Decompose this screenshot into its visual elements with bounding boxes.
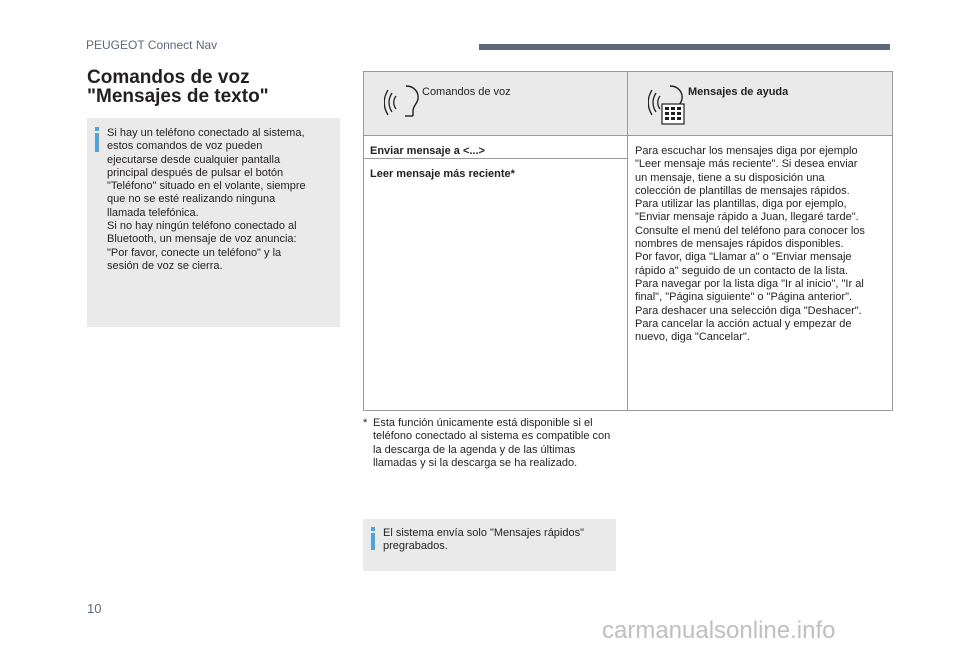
footnote-marker: * [363, 417, 368, 429]
voice-help-keypad-icon [648, 82, 688, 126]
voice-commands-table [363, 71, 893, 411]
page-number: 10 [87, 601, 102, 616]
column-header-voice-commands: Comandos de voz [422, 86, 511, 98]
help-messages-text: Para escuchar los mensajes diga por ejemplo "Leer mensaje más reciente". Si desea enviar un mensaje, tiene a su disposición una colección de plantillas de mensajes rápidos. Para utilizar las plantillas, diga por ejemplo, "Enviar mensaje rápido a Juan, llegaré tarde". Consulte el menú del teléfono para conocer los nombres de mensajes rápidos disponibles. Por favor, diga "Llamar a" o "Enviar mensaje rápido a" seguido de un contacto de la lista. Para navegar por la lista diga "Ir al inicio", "Ir al final", "Página siguiente" o "Página anterior". Para deshacer una selección diga "Deshacer". Para cancelar la acción actual y empezar de nuevo, diga "Cancelar". [635, 145, 865, 344]
command-cell [364, 159, 628, 411]
command-read-latest-message: Leer mensaje más reciente* [370, 168, 515, 180]
command-cell [364, 136, 628, 159]
watermark: carmanualsonline.info [602, 617, 836, 644]
info-box-text: El sistema envía solo "Mensajes rápidos" pregrabados. [383, 527, 585, 553]
help-cell [628, 136, 893, 411]
info-box-phone-connection [87, 118, 340, 327]
voice-command-icon [384, 82, 424, 126]
header-label: PEUGEOT Connect Nav [86, 38, 218, 52]
command-send-message: Enviar mensaje a <...> [370, 145, 485, 157]
footnote [363, 417, 616, 470]
section-title [87, 68, 347, 106]
info-icon [371, 527, 375, 550]
header-cell-help [628, 72, 893, 136]
header-cell-commands [364, 72, 628, 136]
footnote-text: Esta función únicamente está disponible si el teléfono conectado al sistema es compatible con la descarga de la agenda y de las últimas llamadas y si la descarga se ha realizado. [373, 417, 611, 469]
section-title-line-1: Comandos de voz [87, 67, 250, 88]
info-box-quick-messages [363, 519, 616, 571]
info-box-text: Si hay un teléfono conectado al sistema, estos comandos de voz pueden ejecutarse desde cualquier pantalla principal después de pulsar el botón "Teléfono" situado en el volante, siempre que no se esté realizando ninguna llamada telefónica. Si no hay ningún teléfono conectado al Bluetooth, un mensaje de voz anuncia: "Por favor, conecte un teléfono" y la sesión de voz se cierra. [107, 127, 306, 272]
header-bar [479, 44, 890, 50]
section-title-line-2: "Mensajes de texto" [87, 86, 269, 107]
info-icon [95, 127, 99, 152]
column-header-help-messages: Mensajes de ayuda [688, 86, 789, 98]
